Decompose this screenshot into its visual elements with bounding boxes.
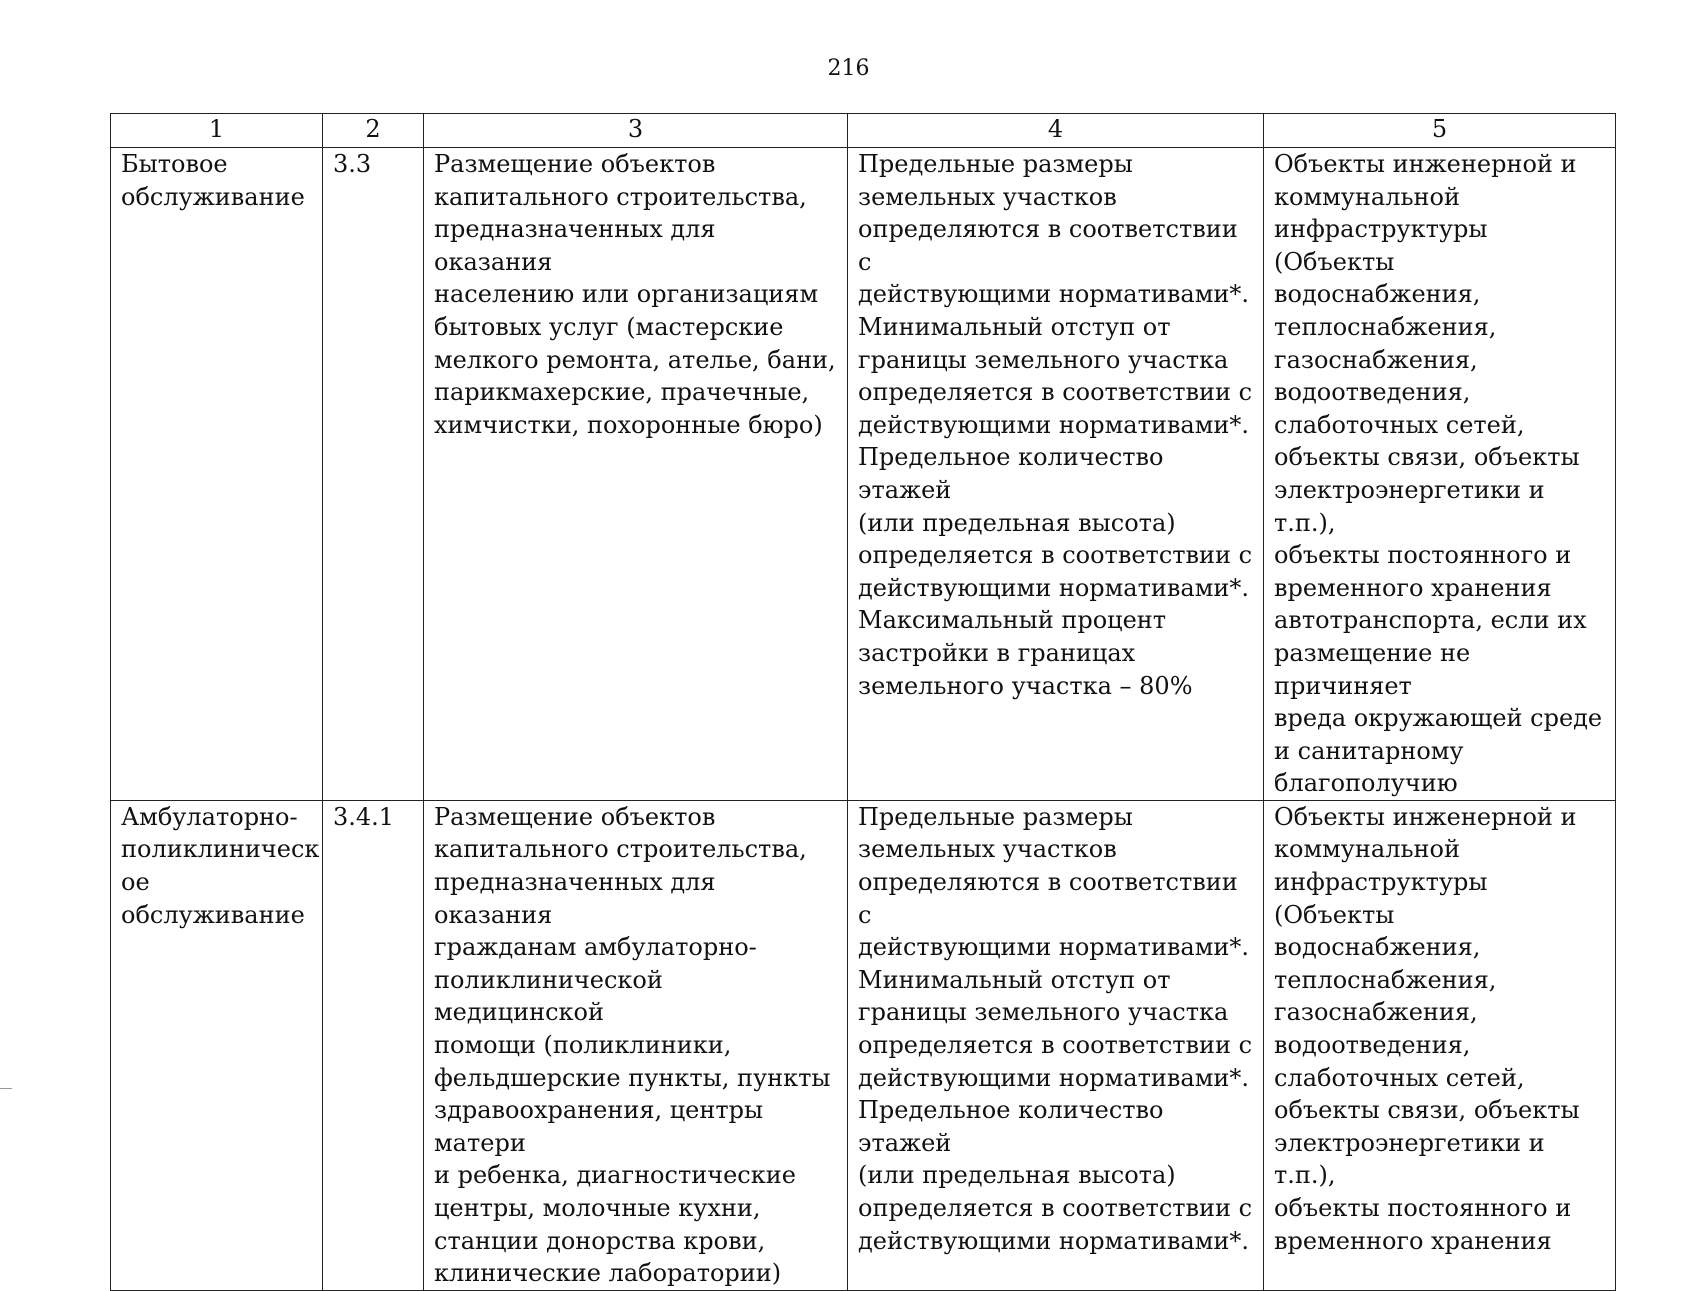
column-header-3: 3 <box>424 114 848 148</box>
column-header-2: 2 <box>323 114 424 148</box>
land-use-description-cell <box>424 148 848 801</box>
auxiliary-uses-cell <box>1264 800 1616 1290</box>
scan-margin-mark <box>0 1088 12 1089</box>
construction-parameters-cell <box>848 148 1264 801</box>
land-use-name-cell <box>111 800 323 1290</box>
column-header-4: 4 <box>848 114 1264 148</box>
table-row <box>111 800 1616 1290</box>
land-use-code-cell <box>323 148 424 801</box>
land-use-description-cell <box>424 800 848 1290</box>
auxiliary-uses: Объекты инженерной и коммунальной инфраструктуры (Объекты водоснабжения, теплоснабжения, газоснабжения, водоотведения, слаботочных сетей, объекты связи, объекты электроэнергетики и т.п.), объекты постоянного и временного хранения <box>1274 802 1580 1255</box>
table-row <box>111 148 1616 801</box>
land-use-name: Амбулаторно- поликлиническ ое обслуживание <box>121 802 320 929</box>
land-use-code-cell <box>323 800 424 1290</box>
column-header-1: 1 <box>111 114 323 148</box>
table-header-row <box>111 114 1616 148</box>
regulations-table <box>110 113 1616 1291</box>
construction-parameters: Предельные размеры земельных участков определяются в соответствии с действующими нормативами*. Минимальный отступ от границы земельного участка определяется в соответствии с действующими нормативами*. Предельное количество этажей (или предельная высота) определяется в соответствии с действующими нормативами*. <box>858 802 1253 1255</box>
land-use-description: Размещение объектов капитального строительства, предназначенных для оказания населению или организациям бытовых услуг (мастерские мелкого ремонта, ателье, бани, парикмахерские, прачечные, химчистки, похоронные бюро) <box>434 150 836 439</box>
land-use-name-cell <box>111 148 323 801</box>
column-header-5: 5 <box>1264 114 1616 148</box>
construction-parameters: Предельные размеры земельных участков определяются в соответствии с действующими нормативами*. Минимальный отступ от границы земельного участка определяется в соответствии с действующими нормативами*. Предельное количество этажей (или предельная высота) определяется в соответствии с действующими нормативами*. Максимальный процент застройки в границах земельного участка – 80% <box>858 150 1253 700</box>
land-use-name: Бытовое обслуживание <box>121 150 305 211</box>
auxiliary-uses-cell <box>1264 148 1616 801</box>
construction-parameters-cell <box>848 800 1264 1290</box>
auxiliary-uses: Объекты инженерной и коммунальной инфраструктуры (Объекты водоснабжения, теплоснабжения, газоснабжения, водоотведения, слаботочных сетей, объекты связи, объекты электроэнергетики и т.п.), объекты постоянного и временного хранения автотранспорта, если их размещение не причиняет вреда окружающей среде и санитарному благополучию <box>1274 150 1603 798</box>
land-use-code: 3.4.1 <box>333 802 395 831</box>
land-use-description: Размещение объектов капитального строительства, предназначенных для оказания гражданам амбулаторно- поликлинической медицинской помощи (поликлиники, фельдшерские пункты, пункты здравоохранения, центры матери и ребенка, диагностические центры, молочные кухни, станции донорства крови, клинические лаборатории) <box>434 802 831 1288</box>
page-number: 216 <box>827 56 870 81</box>
land-use-code: 3.3 <box>333 150 372 178</box>
